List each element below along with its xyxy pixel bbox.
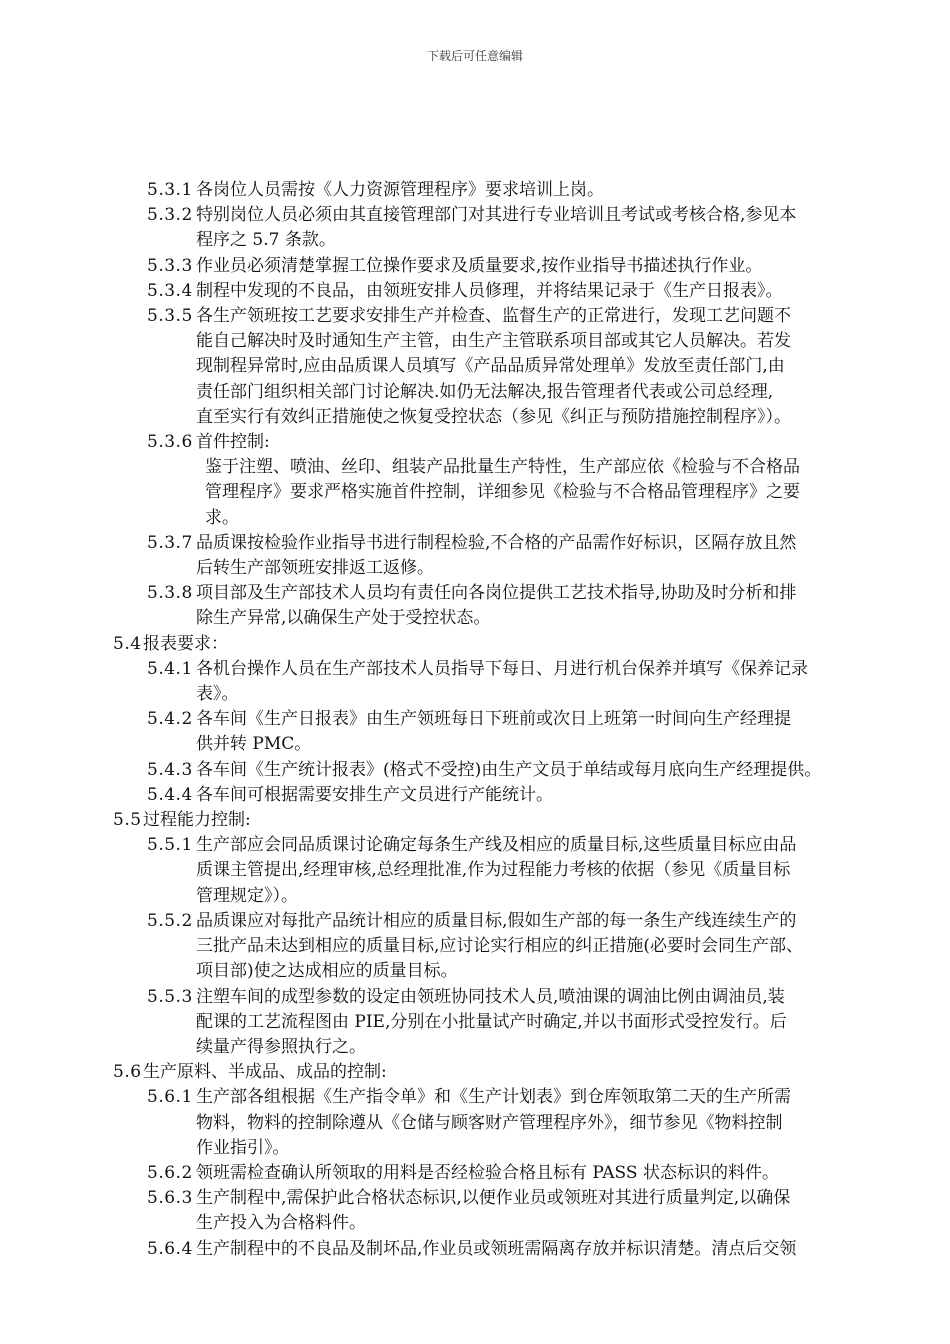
- clause-text-line: 各车间《生产日报表》由生产领班每日下班前或次日上班第一时间向生产经理提: [196, 709, 791, 730]
- clause-number: 5.4: [113, 633, 142, 654]
- clause-text-line: 能自己解决时及时通知生产主管，由生产主管联系项目部或其它人员解决。若发: [196, 331, 791, 352]
- clause-number: 5.3.4: [147, 280, 193, 301]
- clause-item: [0, 531, 950, 581]
- clause-number: 5.5.3: [147, 986, 193, 1007]
- clause-number: 5.3.2: [147, 205, 193, 226]
- clause-text-line: 除生产异常,以确保生产处于受控状态。: [196, 608, 491, 629]
- clause-text-line: 生产部各组根据《生产指令单》和《生产计划表》到仓库领取第二天的生产所需: [196, 1087, 791, 1108]
- clause-number: 5.3.8: [147, 583, 193, 604]
- clause-number: 5.4.2: [147, 709, 193, 730]
- clause-text-line: 品质课按检验作业指导书进行制程检验,不合格的产品需作好标识，区隔存放且然: [196, 532, 797, 553]
- clause-item: [0, 1161, 950, 1186]
- clause-item: [0, 758, 950, 783]
- clause-number: 5.5: [113, 810, 142, 831]
- clause-item: [0, 203, 950, 253]
- clause-text-line: 领班需检查确认所领取的用料是否经检验合格且标有 PASS 状态标识的料件。: [196, 1162, 779, 1183]
- clause-item: [0, 279, 950, 304]
- clause-text-line: 各机台操作人员在生产部技术人员指导下每日、月进行机台保养并填写《保养记录: [196, 658, 808, 679]
- clause-text-line: 现制程异常时,应由品质课人员填写《产品品质异常处理单》发放至责任部门,由: [196, 356, 785, 377]
- clause-text-line: 生产原料、半成品、成品的控制:: [143, 1062, 387, 1083]
- clause-text-line: 生产部应会同品质课讨论确定每条生产线及相应的质量目标,这些质量目标应由品: [196, 835, 797, 856]
- clause-item: [0, 1237, 950, 1262]
- clause-item: [0, 783, 950, 808]
- clause-number: 5.3.6: [147, 432, 193, 453]
- clause-text-line: 管理规定》）。: [196, 885, 298, 906]
- clause-text-line: 各车间可根据需要安排生产文员进行产能统计。: [196, 784, 553, 805]
- clause-text-line: 生产制程中的不良品及制坏品,作业员或领班需隔离存放并标识清楚。清点后交领: [196, 1238, 797, 1259]
- document-body: [0, 178, 950, 1262]
- clause-number: 5.6.3: [147, 1188, 193, 1209]
- section-heading: [0, 632, 950, 657]
- clause-number: 5.5.2: [147, 910, 193, 931]
- clause-text-line: 直至实行有效纠正措施使之恢复受控状态（参见《纠正与预防措施控制程序》）。: [196, 406, 791, 427]
- clause-item: [0, 833, 950, 909]
- clause-number: 5.4.3: [147, 759, 193, 780]
- clause-item: [0, 657, 950, 707]
- clause-text-line: 质课主管提出,经理审核,总经理批准,作为过程能力考核的依据（参见《质量目标: [196, 860, 791, 881]
- section-heading: [0, 1060, 950, 1085]
- clause-number: 5.3.7: [147, 532, 193, 553]
- clause-text-line: 配课的工艺流程图由 PIE,分别在小批量试产时确定,并以书面形式受控发行。后: [196, 1011, 787, 1032]
- clause-number: 5.3.1: [147, 180, 193, 200]
- clause-text-line: 特别岗位人员必须由其直接管理部门对其进行专业培训且考试或考核合格,参见本: [196, 205, 797, 226]
- clause-item: [0, 304, 950, 430]
- clause-text-line: 表》。: [196, 684, 239, 705]
- clause-item: [0, 430, 950, 455]
- clause-text-line: 责任部门组织相关部门讨论解决.如仍无法解决,报告管理者代表或公司总经理,: [196, 381, 774, 402]
- clause-text-line: 生产制程中,需保护此合格状态标识,以便作业员或领班对其进行质量判定,以确保: [196, 1188, 791, 1209]
- clause-text-line: 各生产领班按工艺要求安排生产并检查、监督生产的正常进行，发现工艺问题不: [196, 306, 791, 327]
- clause-number: 5.4.1: [147, 658, 193, 679]
- clause-text-line: 续量产得参照执行之。: [196, 1036, 366, 1057]
- clause-number: 5.3.3: [147, 255, 193, 276]
- clause-number: 5.6.4: [147, 1238, 193, 1259]
- clause-item: [0, 985, 950, 1061]
- clause-item: [0, 707, 950, 757]
- clause-text-line: 制程中发现的不良品，由领班安排人员修理，并将结果记录于《生产日报表》。: [196, 280, 783, 301]
- page-header-note: 下载后可任意编辑: [426, 49, 523, 63]
- clause-text-line: 注塑车间的成型参数的设定由领班协同技术人员,喷油课的调油比例由调油员,装: [196, 986, 785, 1007]
- clause-number: 5.3.5: [147, 306, 193, 327]
- clause-number: 5.6.2: [147, 1162, 193, 1183]
- clause-text-line: 生产投入为合格料件。: [196, 1213, 366, 1234]
- clause-text-line: 项目部)使之达成相应的质量目标。: [196, 961, 458, 982]
- clause-text-line: 三批产品未达到相应的质量目标,应讨论实行相应的纠正措施(必要时会同生产部、: [196, 936, 804, 957]
- clause-text-line: 管理程序》要求严格实施首件控制，详细参见《检验与不合格品管理程序》之要: [205, 482, 800, 503]
- clause-text-line: 物料，物料的控制除遵从《仓储与顾客财产管理程序外》，细节参见《物料控制: [196, 1112, 783, 1133]
- clause-text-line: 各岗位人员需按《人力资源管理程序》要求培训上岗。: [196, 180, 604, 200]
- clause-text-line: 鉴于注塑、喷油、丝印、组装产品批量生产特性，生产部应依《检验与不合格品: [205, 457, 800, 478]
- clause-number: 5.5.1: [147, 835, 193, 856]
- clause-text-line: 首件控制:: [196, 432, 270, 453]
- clause-text-line: 供并转 PMC。: [196, 734, 312, 755]
- clause-text-line: 作业员必须清楚掌握工位操作要求及质量要求,按作业指导书描述执行作业。: [196, 255, 763, 276]
- clause-item: [0, 581, 950, 631]
- clause-text-line: 作业指引》。: [196, 1137, 290, 1158]
- clause-text-line: 品质课应对每批产品统计相应的质量目标,假如生产部的每一条生产线连续生产的: [196, 910, 797, 931]
- clause-text-line: 后转生产部领班安排返工返修。: [196, 558, 434, 579]
- clause-text-line: 各车间《生产统计报表》(格式不受控)由生产文员于单结或每月底向生产经理提供。: [196, 759, 822, 780]
- clause-item: [0, 1186, 950, 1236]
- clause-item: [0, 178, 950, 203]
- clause-text-line: 报表要求：: [143, 633, 228, 654]
- clause-item: [0, 254, 950, 279]
- section-heading: [0, 808, 950, 833]
- clause-text-line: 项目部及生产部技术人员均有责任向各岗位提供工艺技术指导,协助及时分析和排: [196, 583, 797, 604]
- clause-number: 5.6.1: [147, 1087, 193, 1108]
- clause-text-line: 过程能力控制:: [143, 810, 251, 831]
- clause-item: [0, 455, 950, 531]
- clause-number: 5.6: [113, 1062, 142, 1083]
- clause-number: 5.4.4: [147, 784, 193, 805]
- clause-text-line: 程序之 5.7 条款。: [196, 230, 336, 251]
- clause-text-line: 求。: [205, 507, 239, 528]
- clause-item: [0, 909, 950, 985]
- clause-item: [0, 1085, 950, 1161]
